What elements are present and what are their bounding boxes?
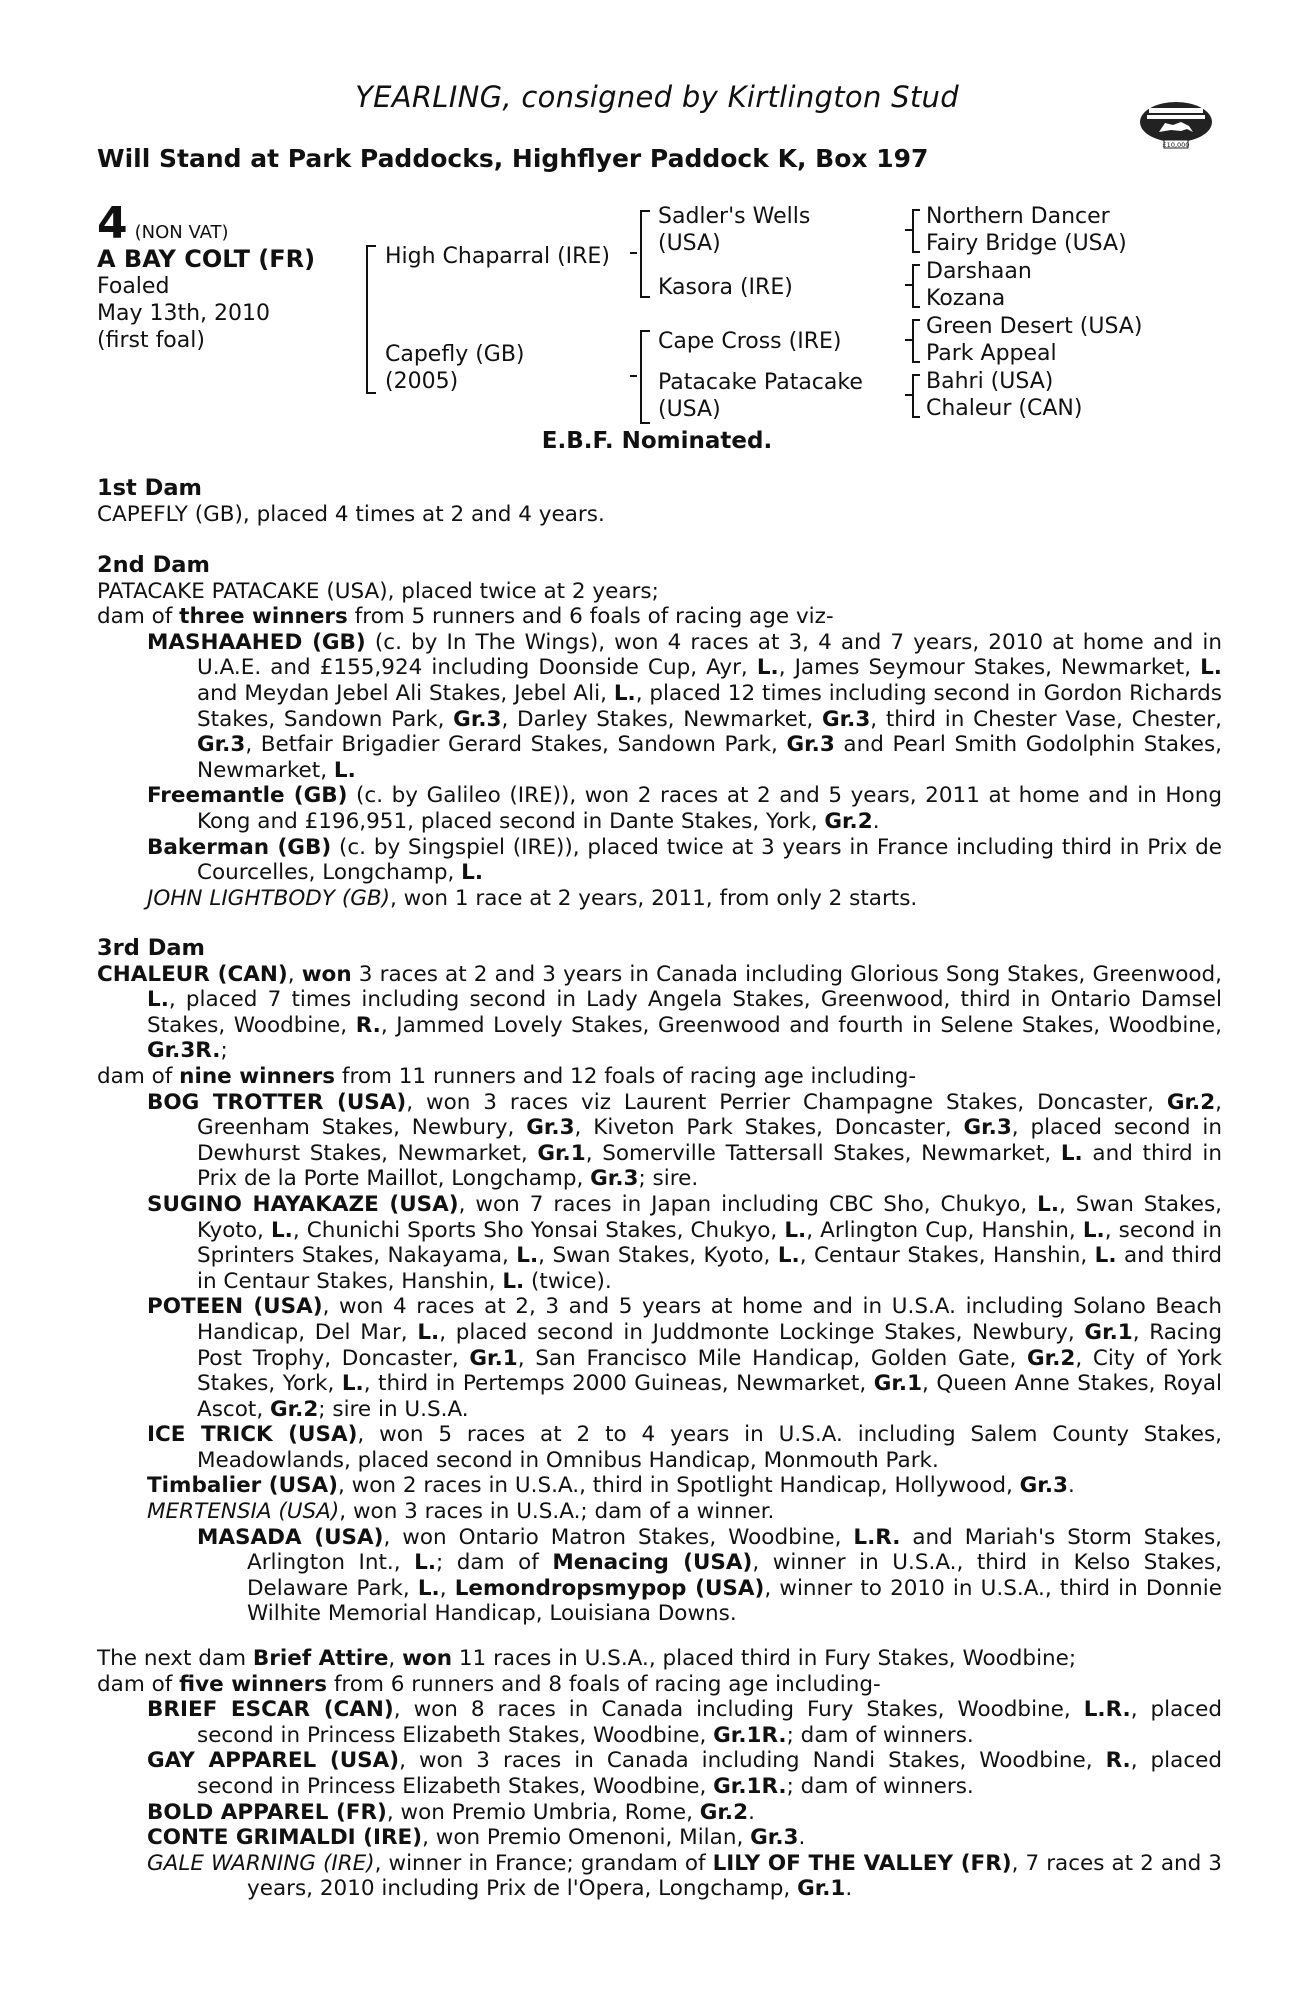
third-dam-heading: 3rd Dam [97,935,205,961]
second-dam-section [97,553,1222,911]
sale-title: YEARLING, consigned by Kirtlington Stud [355,80,959,114]
produce-timbalier: Timbalier (USA), won 2 races in U.S.A., third in Spotlight Handicap, Hollywood, Gr.3. [147,1473,1075,1499]
dam-name: Capefly (GB) [385,342,525,367]
lot-info [97,198,357,354]
dam-dam-2: (USA) [658,397,721,422]
produce-bakerman: Bakerman (GB) (c. by Singspiel (IRE)), placed twice at 3 years in France including third in Prix de Courcelles, Longchamp, L. [147,834,1222,886]
next-dam-brief-attire: The next dam Brief Attire, won 11 races in U.S.A., placed third in Fury Stakes, Woodbine; [97,1646,1077,1671]
bracket-main [366,245,376,394]
gg-8: Chaleur (CAN) [926,396,1083,421]
third-dam-produce-line: dam of nine winners from 11 runners and 12 foals of racing age including- [97,1063,917,1089]
gg-3: Darshaan [926,259,1032,284]
sire-sire-2: (USA) [658,231,721,256]
produce-bog-trotter: BOG TROTTER (USA), won 3 races viz Laurent Perrier Champagne Stakes, Doncaster, Gr.2, Greenham Stakes, Newbury, Gr.3, Kiveton Park Stakes, Doncaster, Gr.3, placed second in Dewhurst Stakes, Newmarket, Gr.1, Somerville Tattersall Stakes, Newmarket, L. and third in Prix de la Porte Maillot, Longchamp, Gr.3; sire. [147,1089,1223,1192]
foaled-label: Foaled [97,274,170,299]
dam-year: (2005) [385,369,459,394]
lot-number: 4 [97,198,128,249]
gg-6: Park Appeal [926,341,1057,366]
produce-poteen: POTEEN (USA), won 4 races at 2, 3 and 5 years at home and in U.S.A. including Solano Beach Handicap, Del Mar, L., placed second in Juddmonte Lockinge Stakes, Newbury, Gr.1, Racing Post Trophy, Doncaster, Gr.1, San Francisco Mile Handicap, Golden Gate, Gr.2, City of York Stakes, York, L., third in Pertemps 2000 Guineas, Newmarket, Gr.1, Queen Anne Stakes, Royal Ascot, Gr.2; sire in U.S.A. [147,1294,1223,1422]
produce-mashaahed: MASHAAHED (GB) (c. by In The Wings), won 4 races at 3, 4 and 7 years, 2010 at home and in U.A.E. and £155,924 including Doonside Cup, Ayr, L., James Seymour Stakes, Newmarket, L. and Meydan Jebel Ali Stakes, Jebel Ali, L., placed 12 times including second in Gordon Richards Stakes, Sandown Park, Gr.3, Darley Stakes, Newmarket, Gr.3, third in Chester Vase, Chester, Gr.3, Betfair Brigadier Gerard Stakes, Sandown Park, Gr.3 and Pearl Smith Godolphin Stakes, Newmarket, L. [147,629,1223,783]
sire: High Chaparral (IRE) [385,244,610,269]
second-dam-line: PATACAKE PATACAKE (USA), placed twice at 2 years; [97,578,659,604]
next-dam-section [97,1646,1222,1902]
first-dam-text: CAPEFLY (GB), placed 4 times at 2 and 4 years. [97,501,605,527]
third-dam-section [97,936,1222,1627]
third-dam-chaleur: CHALEUR (CAN), won 3 races at 2 and 3 years in Canada including Glorious Song Stakes, Greenwood, L., placed 7 times including second in Lady Angela Stakes, Greenwood, third in Ontario Damsel Stakes, Woodbine, R., Jammed Lovely Stakes, Greenwood and fourth in Selene Stakes, Woodbine, Gr.3R.; [97,961,1222,1064]
foaled-date: May 13th, 2010 [97,301,271,326]
sire-dam: Kasora (IRE) [658,275,793,300]
produce-ice-trick: ICE TRICK (USA), won 5 races at 2 to 4 years in U.S.A. including Salem County Stakes, Meadowlands, placed second in Omnibus Handicap, Monmouth Park. [147,1422,1222,1473]
produce-gale-warning: GALE WARNING (IRE), winner in France; grandam of LILY OF THE VALLEY (FR), 7 races at 2 and 3 years, 2010 including Prix de l'Opera, Longchamp, Gr.1. [147,1850,1222,1902]
produce-bold-apparel: BOLD APPAREL (FR), won Premio Umbria, Rome, Gr.2. [147,1799,755,1825]
foal-note: (first foal) [97,328,205,353]
gg-1: Northern Dancer [926,204,1110,229]
produce-gay-apparel: GAY APPAREL (USA), won 3 races in Canada including Nandi Stakes, Woodbine, R., placed second in Princess Elizabeth Stakes, Woodbine, Gr.1R.; dam of winners. [147,1748,1223,1799]
produce-john-lightbody: JOHN LIGHTBODY (GB), won 1 race at 2 years, 2011, from only 2 starts. [147,885,918,911]
produce-mertensia: MERTENSIA (USA), won 3 races in U.S.A.; dam of a winner. [147,1499,775,1525]
second-dam-heading: 2nd Dam [97,552,210,578]
bracket-sire [640,210,650,298]
produce-sugino-hayakaze: SUGINO HAYAKAZE (USA), won 7 races in Japan including CBC Sho, Chukyo, L., Swan Stakes, Kyoto, L., Chunichi Sports Sho Yonsai Stakes, Chukyo, L., Arlington Cup, Hanshin, L., second in Sprinters Stakes, Nakayama, L., Swan Stakes, Kyoto, L., Centaur Stakes, Hanshin, L. and third in Centaur Stakes, Hanshin, L. (twice). [147,1191,1223,1294]
second-dam-produce-line: dam of three winners from 5 runners and 6 foals of racing age viz- [97,604,834,630]
produce-masada: MASADA (USA), won Ontario Matron Stakes, Woodbine, L.R. and Mariah's Storm Stakes, Arlington Int., L.; dam of Menacing (USA), winner in U.S.A., third in Kelso Stakes, Delaware Park, L., Lemondropsmypop (USA), winner to 2010 in U.S.A., third in Donnie Wilhite Memorial Handicap, Louisiana Downs. [197,1524,1222,1627]
gg-2: Fairy Bridge (USA) [926,231,1127,256]
ebf-nominated: E.B.F. Nominated. [541,428,773,454]
gg-7: Bahri (USA) [926,369,1054,394]
dam-sire: Cape Cross (IRE) [658,329,842,354]
gg-5: Green Desert (USA) [926,314,1143,339]
badge-amount: £10,000 [1162,141,1190,149]
stand-location: Will Stand at Park Paddocks, Highflyer Paddock K, Box 197 [97,144,929,173]
lot-name: A BAY COLT (FR) [97,245,316,273]
bracket-dam [640,330,650,424]
vat-status: (NON VAT) [134,222,229,243]
sire-sire: Sadler's Wells [658,204,811,229]
first-dam-heading: 1st Dam [97,475,202,501]
dam-dam: Patacake Patacake [658,370,863,395]
produce-brief-escar: BRIEF ESCAR (CAN), won 8 races in Canada including Fury Stakes, Woodbine, L.R., placed second in Princess Elizabeth Stakes, Woodbine, Gr.1R.; dam of winners. [147,1697,1223,1748]
first-dam-section [97,476,1222,527]
yearling-bonus-badge [1137,98,1215,150]
gg-4: Kozana [926,286,1006,311]
next-dam-produce-line: dam of five winners from 6 runners and 8 foals of racing age including- [97,1671,881,1697]
produce-freemantle: Freemantle (GB) (c. by Galileo (IRE)), won 2 races at 2 and 5 years, 2011 at home and in Hong Kong and £196,951, placed second in Dante Stakes, York, Gr.2. [147,783,1222,834]
produce-conte-grimaldi: CONTE GRIMALDI (IRE), won Premio Omenoni, Milan, Gr.3. [147,1825,806,1851]
